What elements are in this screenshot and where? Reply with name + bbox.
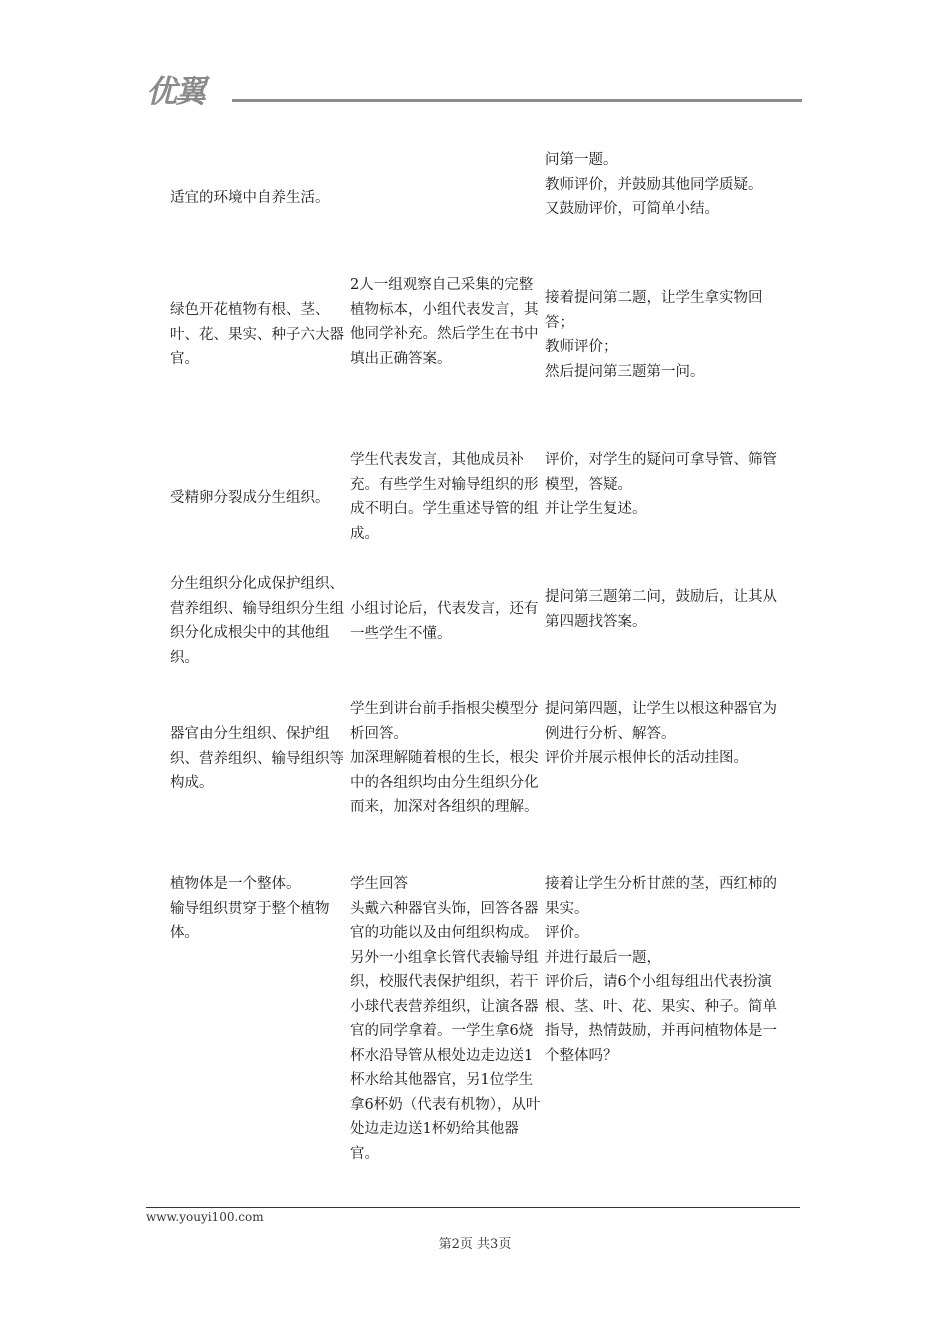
table-cell-teacher: 接着让学生分析甘蔗的茎，西红柿的果实。 评价。 并进行最后一题， 评价后，请6个小组每组出代表扮演根、茎、叶、花、果实、种子。简单指导，热情鼓励，并再问植物体是一个整体吗？ [545,876,777,1064]
table-cell-content: 植物体是一个整体。 输导组织贯穿于整个植物体。 [170,876,330,941]
table-cell-teacher: 问第一题。 教师评价，并鼓励其他同学质疑。 又鼓励评价，可简单小结。 [545,152,763,217]
footer-divider [146,1207,800,1208]
table-cell-content: 适宜的环境中自养生活。 [170,190,330,206]
table-cell-content: 分生组织分化成保护组织、营养组织、输导组织分生组织分化成根尖中的其他组织。 [170,576,344,666]
page-number: 第2页 共3页 [438,1237,512,1252]
table-cell-content: 绿色开花植物有根、茎、叶、花、果实、种子六大器官。 [170,302,344,367]
header-divider [232,99,802,102]
footer-website-link[interactable]: www.youyi100.com [146,1210,264,1224]
table-cell-student: 2人一组观察自己采集的完整植物标本，小组代表发言，其他同学补充。然后学生在书中填出正确答案。 [350,277,539,367]
brand-logo: 优翼 [146,74,204,110]
table-cell-student: 学生代表发言，其他成员补充。有些学生对输导组织的形成不明白。学生重述导管的组成。 [350,452,539,542]
table-cell-student: 学生回答 头戴六种器官头饰，回答各器官的功能以及由何组织构成。另外一小组拿长管代表输导组织，校服代表保护组织，若干小球代表营养组织，让演各器官的同学拿着。一学生拿6烧杯水沿导管从根处边走边送1杯水给其他器官，另1位学生拿6杯奶（代表有机物），从叶处边走边送1杯奶给其他器官。 [350,876,541,1162]
table-cell-teacher: 提问第三题第二问，鼓励后，让其从第四题找答案。 [545,589,777,630]
table-cell-student: 小组讨论后，代表发言，还有一些学生不懂。 [350,601,539,642]
table-cell-content: 受精卵分裂成分生组织。 [170,490,330,506]
table-cell-teacher: 评价，对学生的疑问可拿导管、筛管模型，答疑。 并让学生复述。 [545,452,777,517]
table-cell-content: 器官由分生组织、保护组织、营养组织、输导组织等构成。 [170,726,344,791]
table-cell-teacher: 提问第四题，让学生以根这种器官为例进行分析、解答。 评价并展示根伸长的活动挂图。 [545,701,777,766]
table-cell-teacher: 接着提问第二题，让学生拿实物回答； 教师评价； 然后提问第三题第一问。 [545,290,763,380]
table-cell-student: 学生到讲台前手指根尖模型分析回答。 加深理解随着根的生长，根尖中的各组织均由分生组织分化而来，加深对各组织的理解。 [350,701,539,815]
